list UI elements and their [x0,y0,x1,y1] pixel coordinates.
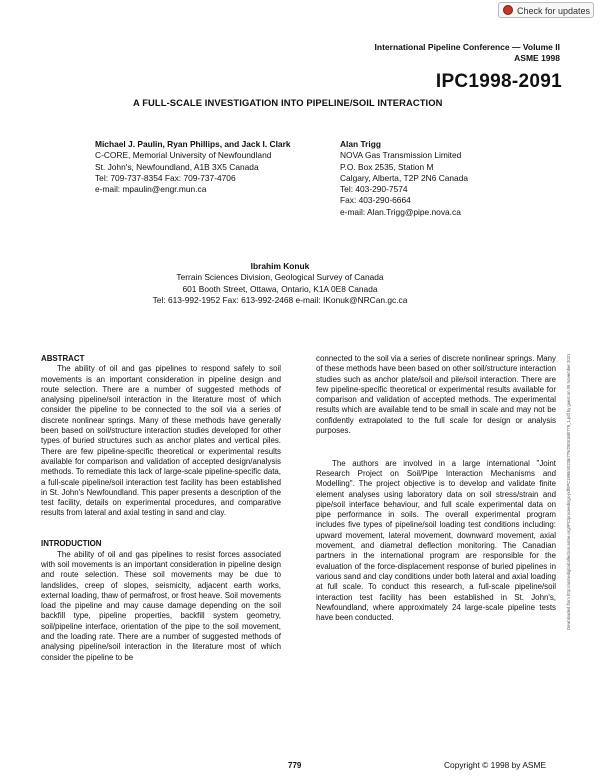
conference-header [375,42,560,64]
fax-line: Fax: 403-290-6664 [340,195,411,206]
author-names: Michael J. Paulin, Ryan Phillips, and Jack I. Clark [95,139,291,149]
author-names: Ibrahim Konuk [250,261,310,271]
affiliation-line: C-CORE, Memorial University of Newfoundland [95,150,272,161]
address-line: P.O. Box 2535, Station M [340,161,434,172]
author-block-gsc [0,261,560,306]
phone-line: Tel: 403-290-7574 [340,184,408,195]
abstract-heading: ABSTRACT [41,354,85,363]
author-names: Alan Trigg [340,139,381,149]
check-for-updates-label: Check for updates [517,6,591,16]
contact-line: Tel: 613-992-1952 Fax: 613-992-2468 e-mail: IKonuk@NRCan.gc.ca [152,294,408,305]
author-block-ccore [95,139,291,195]
affiliation-line: Terrain Sciences Division, Geological Survey of Canada [176,272,384,283]
download-note [563,160,577,630]
phone-line: Tel: 709-737-8354 Fax: 709-737-4706 [95,172,236,183]
introduction-heading: INTRODUCTION [41,539,102,549]
publisher: ASME 1998 [514,53,560,63]
paper-title: A FULL-SCALE INVESTIGATION INTO PIPELINE/SOIL INTERACTION [133,97,443,108]
body-paragraph: The authors are involved in a large international "Joint Research Project on Soil/Pipe Interaction Mechanisms and Modelling". The project objective is to develop and validate finite element analyses using laboratory data on soil stress/strain and pipe/soil interface behaviour, and full scale experimental data on pipe performance in soils. The overall experimental program includes five types of pipeline/soil loading test conditions including: upward movement, lateral movement, downward movement, axial movement, and diametral deflection monitoring. The Canadian partners in the international program are responsible for the evaluation of the force-displacement response of buried pipelines in various sand and clay conditions under both lateral and axial loading at full scale. To conduct this research, a full-scale pipeline/soil interaction test facility has been established in St. John's, Newfoundland, where approximately 24 large-scale pipeline tests have been conducted. [316,458,556,623]
right-column [316,354,556,623]
address-line: 601 Booth Street, Ottawa, Ontario, K1A 0E8 Canada [182,283,378,294]
address-line: Calgary, Alberta, T2P 2N6 Canada [340,172,469,183]
update-icon [503,5,513,15]
email-line[interactable]: e-mail: Alan.Trigg@pipe.nova.ca [340,206,461,217]
address-line: St. John's, Newfoundland, A1B 3X5 Canada [95,161,259,172]
introduction-text: The ability of oil and gas pipelines to resist forces associated with soil movements is an important consideration in pipeline design and route selection. These soil movements may be due to landslides, creep of slopes, seismicity, adjacent earth works, external loading, thaw of permafrost, or frost heave. Soil movements load the pipeline and may cause damage depending on the soil backfill type, pipeline properties, backfill system geometry, soil/pipeline interface, orientation of the pipe to the soil movement, and the loading rate. There are a number of suggested methods of analysing pipeline/soil interaction in the literature most of which consider the pipeline to be [41,549,281,662]
affiliation-line: NOVA Gas Transmission Limited [340,150,462,161]
left-column [41,354,281,663]
download-note-text: Downloaded from http://asmedigitalcollection.asme.org/IPC/proceedings-pdf/IPC1998/40238/779/2505188/779_1.pdf by guest on 05 November 2021 [566,353,571,630]
check-for-updates-button[interactable] [498,2,594,18]
paper-id: IPC1998-2091 [435,71,562,92]
copyright-notice: Copyright © 1998 by ASME [444,760,547,770]
author-block-nova [340,139,468,218]
abstract-text: The ability of oil and gas pipelines to respond safely to soil movements is an important consideration in pipeline design and route selection. There are a number of suggested methods of analysing pipeline/soil interaction in the literature most of which consider the pipeline to be connected to the soil via a series of discrete nonlinear springs. Many of these methods have generally been based on soil/structure interaction studies developed for other types of buried structures such as anchor plates and vertical piles. There are few pipeline-specific theoretical or experimental results available for comparison and validation of accepted design/analysis methods. To remediate this lack of large-scale pipeline-specific data, a full-scale pipeline/soil interaction test facility has been established in St. John's Newfoundland. This paper presents a description of the test facility, details on experimental procedures, and comparative results from lateral and axial testing in sand and clay. [41,364,281,518]
conference-name: International Pipeline Conference — Volume II [374,42,560,52]
page-number: 779 [288,761,302,770]
email-line[interactable]: e-mail: mpaulin@engr.mun.ca [95,184,207,195]
body-paragraph: connected to the soil via a series of discrete nonlinear springs. Many of these methods have been based on other soil/structure interaction studies such as anchor plate/soil and pile/soil interaction. There are few pipeline-specific theoretical or experimental results available for comparison and validation of accepted methods. The experimental results which are available tend to be small in scale and may not be confidently extrapolated to the full scale for design or analysis purposes. [316,354,556,436]
